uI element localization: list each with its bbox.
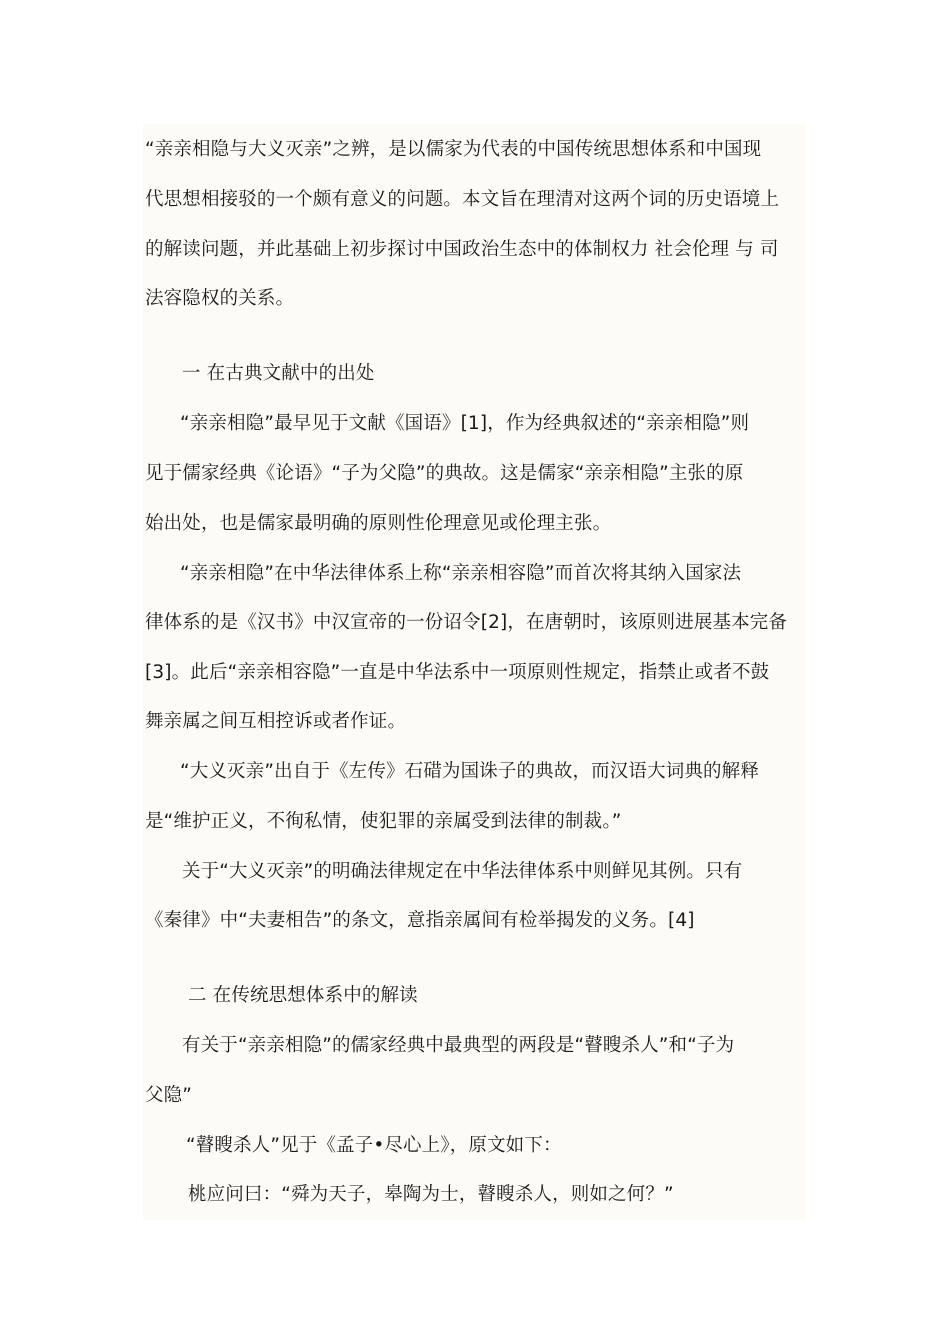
paragraph-line: 见于儒家经典《论语》“子为父隐”的典故。这是儒家“亲亲相隐”主张的原: [145, 463, 744, 484]
section-heading: 一 在古典文献中的出处: [182, 363, 375, 384]
paragraph-line: “亲亲相隐与大义灭亲”之辨，是以儒家为代表的中国传统思想体系和中国现: [145, 139, 762, 160]
paragraph-line: 关于“大义灭亲”的明确法律规定在中华法律体系中则鲜见其例。只有: [182, 861, 743, 882]
paragraph-line: 的解读问题，并此基础上初步探讨中国政治生态中的体制权力 社会伦理 与 司: [145, 239, 779, 260]
paragraph-line: 律体系的是《汉书》中汉宣帝的一份诏令[2]，在唐朝时，该原则进展基本完备: [145, 612, 788, 633]
paragraph-line: “瞽瞍杀人”见于《孟子•尽心上》，原文如下：: [186, 1135, 562, 1156]
section-heading: 二 在传统思想体系中的解读: [188, 985, 418, 1006]
paragraph-line: 《秦律》中“夫妻相告”的条文，意指亲属间有检举揭发的义务。[4]: [145, 910, 695, 931]
paragraph-line: 有关于“亲亲相隐”的儒家经典中最典型的两段是“瞽瞍杀人”和“子为: [182, 1035, 735, 1056]
paragraph-line: “亲亲相隐”最早见于文献《国语》[1]，作为经典叙述的“亲亲相隐”则: [180, 413, 750, 434]
paragraph-line: 是“维护正义，不徇私情，使犯罪的亲属受到法律的制裁。”: [145, 811, 622, 832]
paragraph-line: [3]。此后“亲亲相容隐”一直是中华法系中一项原则性规定，指禁止或者不鼓: [145, 662, 770, 683]
paragraph-line: 桃应问曰：“舜为天子，皋陶为士，瞽瞍杀人，则如之何？”: [188, 1184, 674, 1205]
paragraph-line: 代思想相接驳的一个颇有意义的问题。本文旨在理清对这两个词的历史语境上: [145, 189, 780, 210]
paragraph-line: “亲亲相隐”在中华法律体系上称“亲亲相容隐”而首次将其纳入国家法: [180, 563, 742, 584]
paragraph-line: 父隐”: [145, 1085, 193, 1106]
paragraph-line: 始出处，也是儒家最明确的原则性伦理意见或伦理主张。: [145, 513, 612, 534]
paragraph-line: 舞亲属之间互相控诉或者作证。: [145, 711, 407, 732]
paragraph-line: 法容隐权的关系。: [145, 288, 295, 309]
paragraph-line: “大义灭亲”出自于《左传》石碏为国诛子的典故，而汉语大词典的解释: [180, 761, 759, 782]
